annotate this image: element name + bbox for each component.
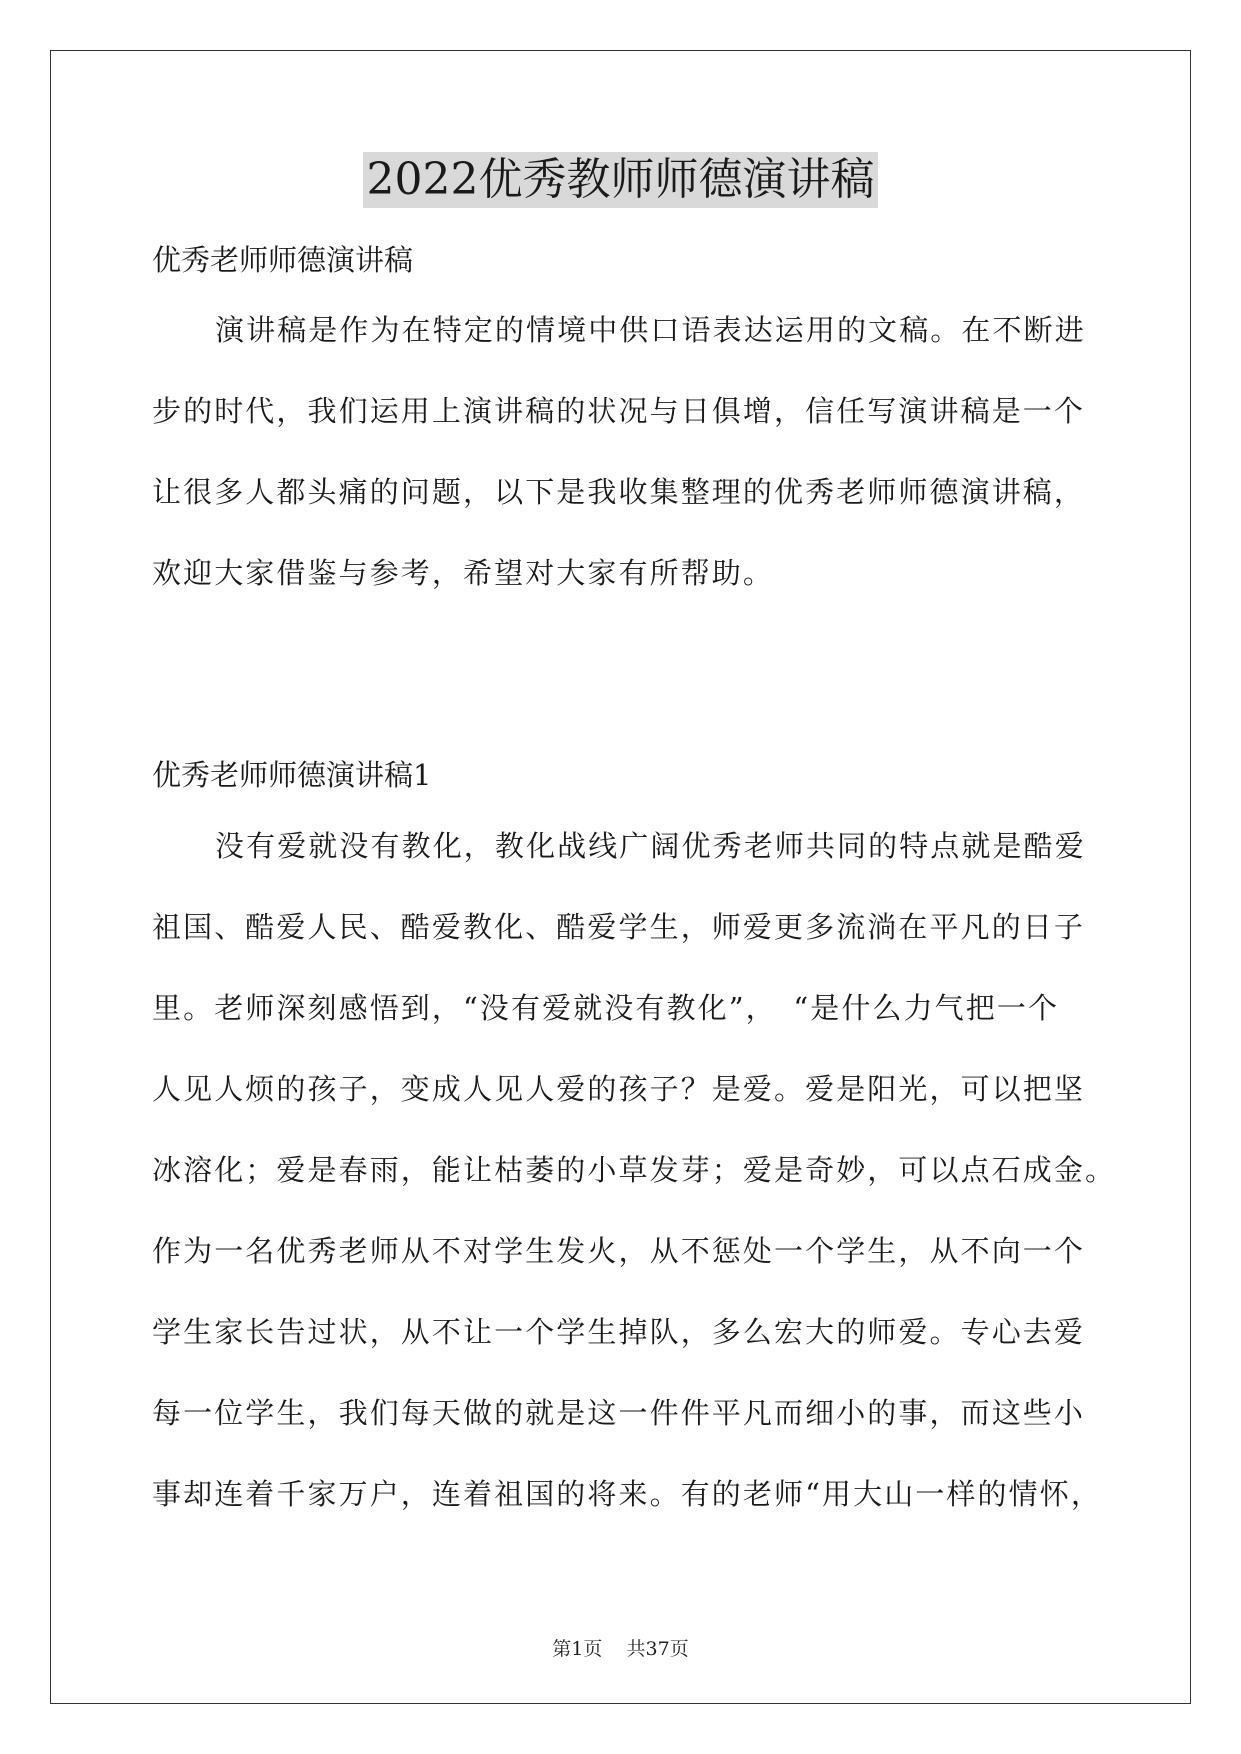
paragraph-line: 学生家长告过状，从不让一个学生掉队，多么宏大的师爱。专心去爱	[152, 1315, 1086, 1349]
page-number: 第1页	[552, 1638, 603, 1660]
paragraph-line: 里。老师深刻感悟到，“没有爱就没有教化”， “是什么力气把一个	[152, 991, 1060, 1025]
paragraph-line: 步的时代，我们运用上演讲稿的状况与日俱增，信任写演讲稿是一个	[152, 394, 1086, 428]
section-heading-1: 优秀老师师德演讲稿1	[152, 758, 432, 792]
paragraph-line: 没有爱就没有教化，教化战线广阔优秀老师共同的特点就是酷爱	[215, 829, 1086, 863]
paragraph-line: 人见人烦的孩子，变成人见人爱的孩子？是爱。爱是阳光，可以把坚	[152, 1072, 1086, 1106]
intro-paragraph	[152, 290, 1102, 614]
paragraph-line: 每一位学生，我们每天做的就是这一件件平凡而细小的事，而这些小	[152, 1396, 1086, 1430]
title-container	[0, 152, 1241, 208]
page-footer	[0, 1636, 1241, 1662]
paragraph-line: 冰溶化；爱是春雨，能让枯萎的小草发芽；爱是奇妙，可以点石成金。	[152, 1153, 1117, 1187]
paragraph-line: 欢迎大家借鉴与参考，希望对大家有所帮助。	[152, 556, 775, 590]
paragraph-line: 让很多人都头痛的问题，以下是我收集整理的优秀老师师德演讲稿，	[152, 475, 1086, 509]
paragraph-line: 作为一名优秀老师从不对学生发火，从不惩处一个学生，从不向一个	[152, 1234, 1086, 1268]
paragraph-line: 祖国、酷爱人民、酷爱教化、酷爱学生，师爱更多流淌在平凡的日子	[152, 910, 1086, 944]
document-title: 2022优秀教师师德演讲稿	[363, 152, 879, 208]
body-paragraph	[152, 806, 1117, 1535]
page-total: 共37页	[626, 1638, 689, 1660]
paragraph-line: 事却连着千家万户，连着祖国的将来。有的老师“用大山一样的情怀，	[152, 1477, 1102, 1511]
paragraph-line: 演讲稿是作为在特定的情境中供口语表达运用的文稿。在不断进	[215, 313, 1086, 347]
section-heading-intro: 优秀老师师德演讲稿	[152, 243, 414, 277]
